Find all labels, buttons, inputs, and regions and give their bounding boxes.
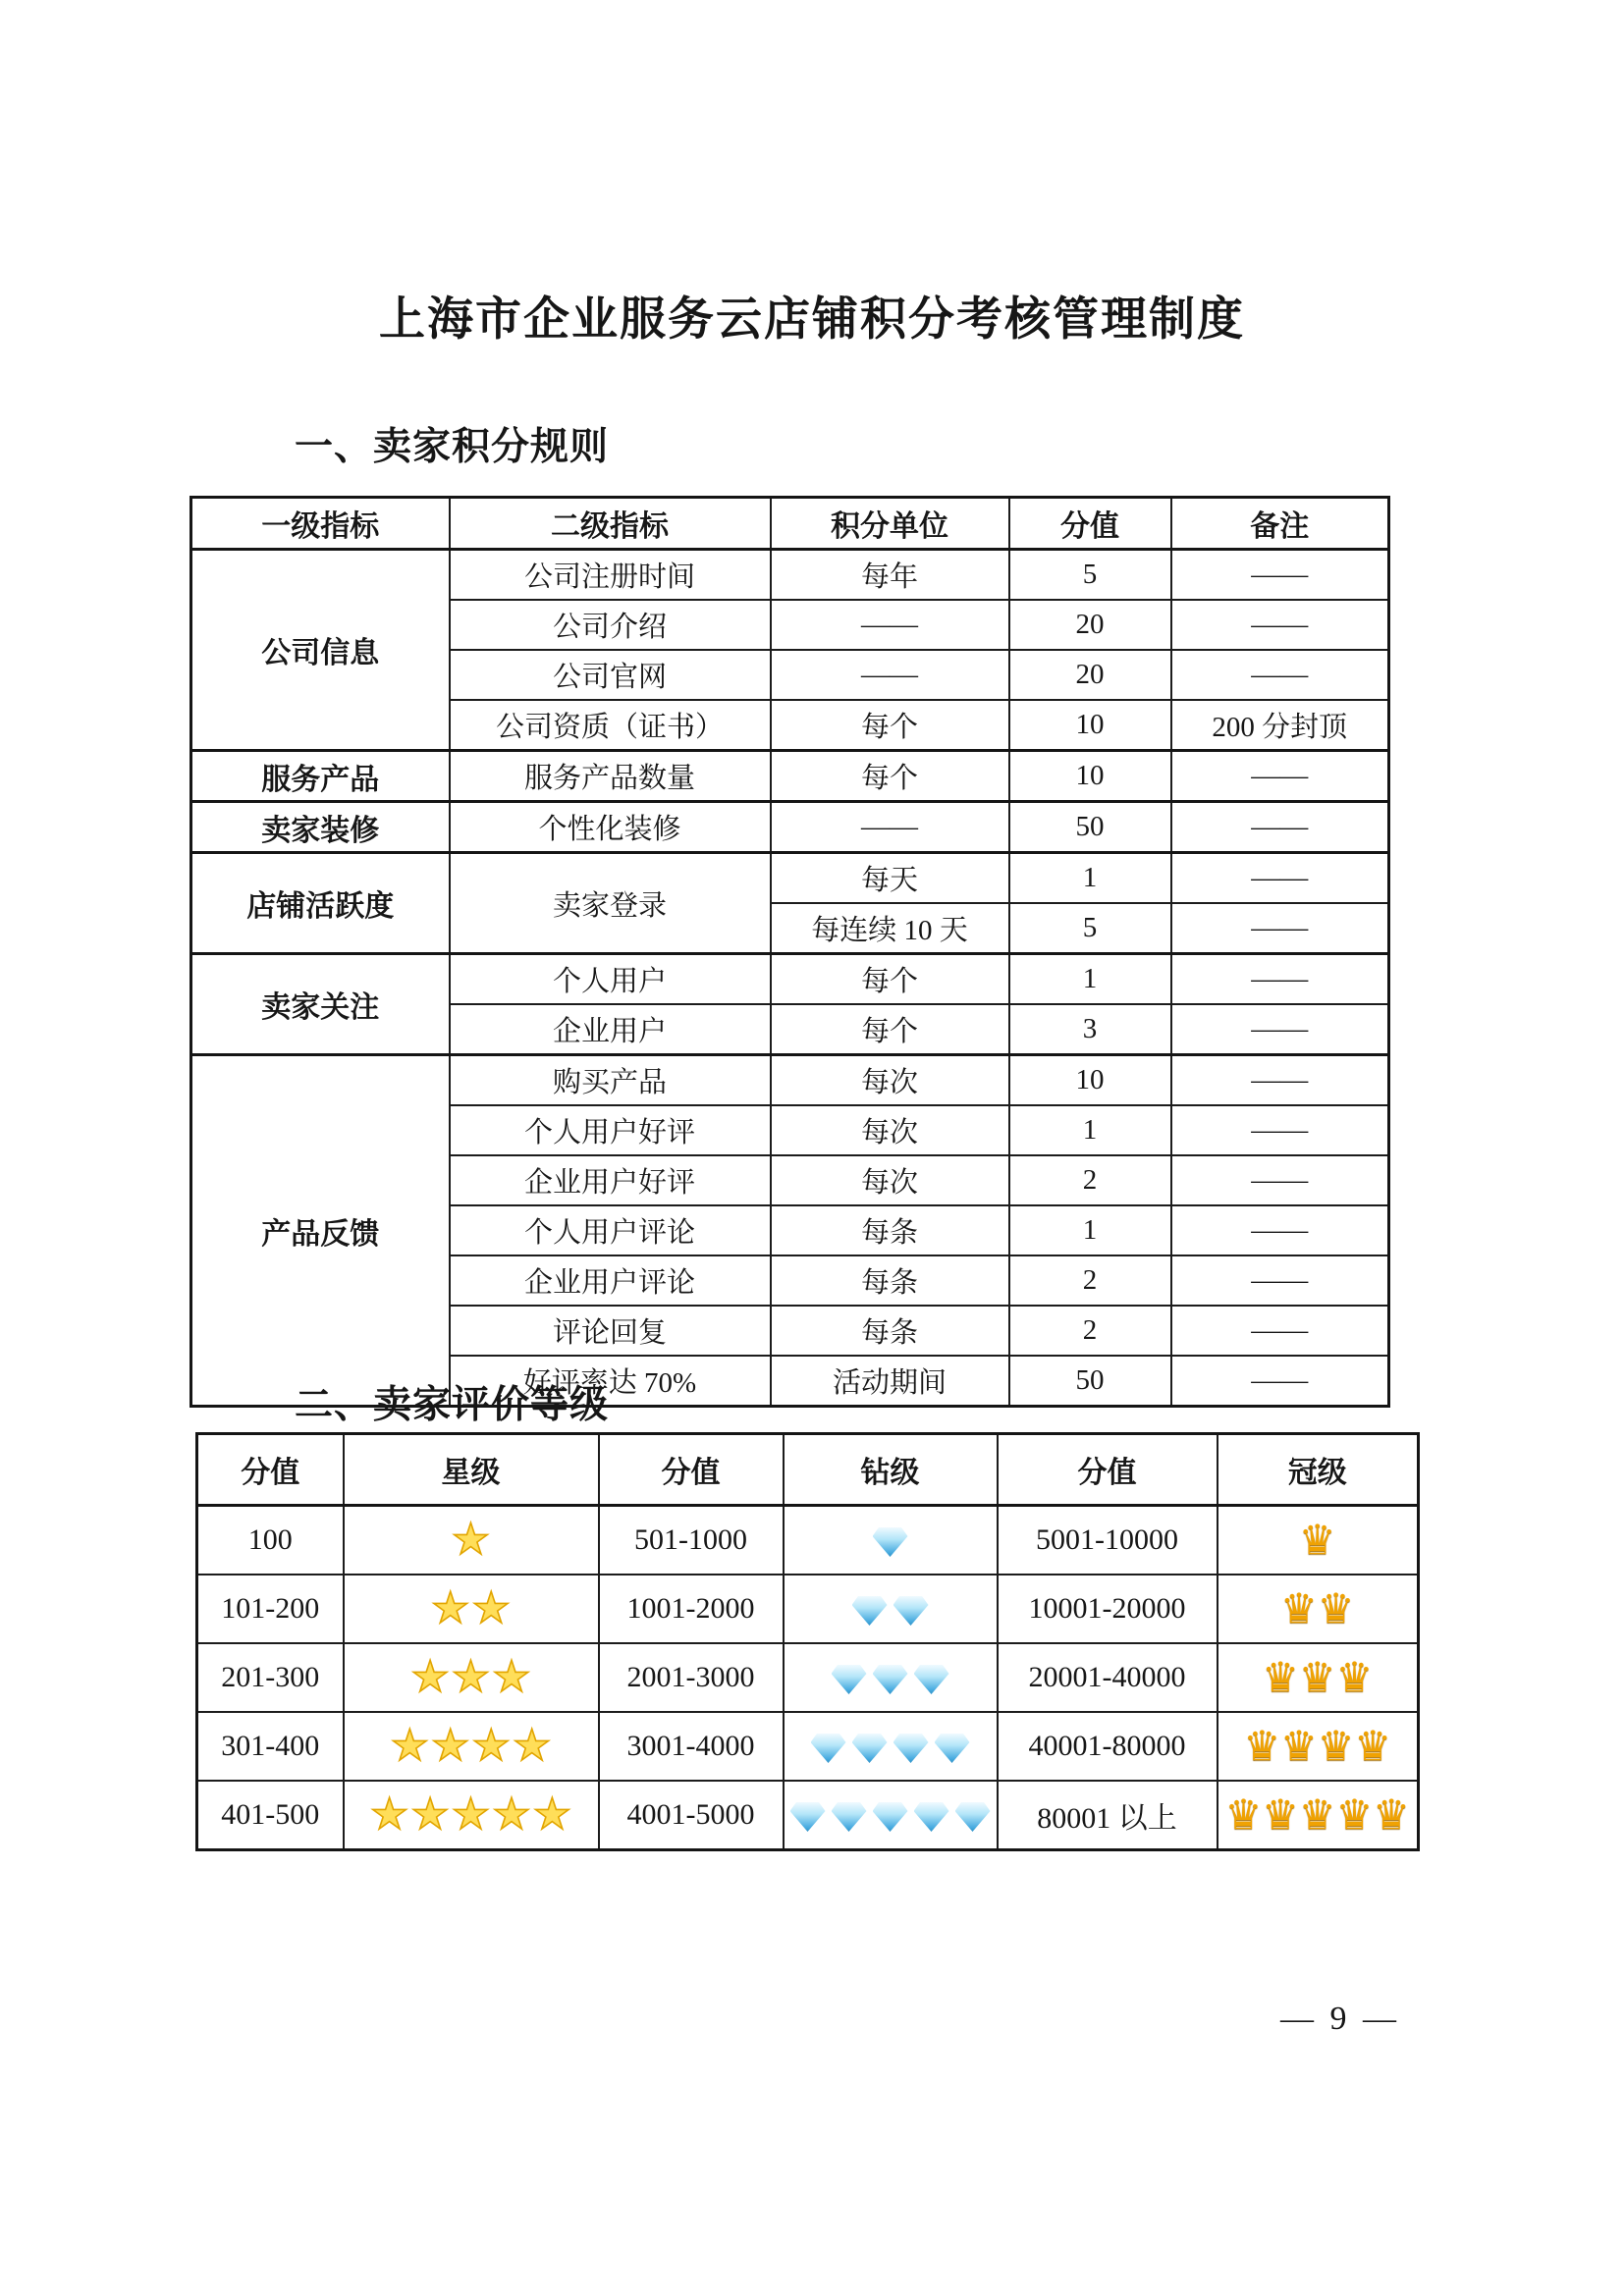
cell: —— <box>1171 903 1389 954</box>
diamond-rating-cell <box>784 1712 998 1781</box>
cell: 每天 <box>771 853 1009 904</box>
diamond-icon <box>873 1665 908 1694</box>
cell: 1 <box>1009 954 1171 1005</box>
group-cell: 卖家装修 <box>191 802 450 853</box>
cell: —— <box>1171 550 1389 601</box>
crown-icon: ♛ <box>1224 1790 1263 1839</box>
table-row <box>197 1575 1419 1643</box>
seller-rating-table <box>195 1432 1420 1851</box>
cell: 10 <box>1009 1055 1171 1106</box>
crown-icon: ♛ <box>1262 1790 1299 1839</box>
crown-icon: ♛ <box>1262 1653 1299 1701</box>
diamond-icon <box>852 1734 888 1763</box>
crown-rating-cell <box>1218 1506 1419 1575</box>
table-header-row <box>191 498 1389 550</box>
star-icon: ★ <box>410 1652 450 1702</box>
cell: 每次 <box>771 1055 1009 1106</box>
merged-cell: 卖家登录 <box>450 853 771 954</box>
cell: 企业用户评论 <box>450 1255 771 1306</box>
cell: 20 <box>1009 600 1171 650</box>
star-icon: ★ <box>369 1789 409 1840</box>
star-score-cell: 401-500 <box>197 1781 344 1850</box>
crown-icon: ♛ <box>1298 1790 1336 1839</box>
cell: 2 <box>1009 1255 1171 1306</box>
diamond-score-cell: 1001-2000 <box>599 1575 784 1643</box>
crown-rating-cell <box>1218 1643 1419 1712</box>
cell: —— <box>1171 1205 1389 1255</box>
crown-score-cell: 20001-40000 <box>998 1643 1218 1712</box>
cell: 服务产品数量 <box>450 751 771 802</box>
group-cell: 公司信息 <box>191 550 450 751</box>
cell: —— <box>1171 954 1389 1005</box>
diamond-rating-cell <box>784 1643 998 1712</box>
document-title: 上海市企业服务云店铺积分考核管理制度 <box>379 294 1245 346</box>
cell: —— <box>1171 1055 1389 1106</box>
star-icon: ★ <box>451 1789 491 1840</box>
diamond-rating-cell <box>784 1781 998 1850</box>
cell: —— <box>1171 1356 1389 1407</box>
crown-rating-cell <box>1218 1781 1419 1850</box>
column-header: 二级指标 <box>450 498 771 550</box>
star-score-cell: 101-200 <box>197 1575 344 1643</box>
diamond-score-cell: 501-1000 <box>599 1506 784 1575</box>
star-icon: ★ <box>431 1583 470 1633</box>
cell: 评论回复 <box>450 1306 771 1356</box>
star-rating-cell <box>344 1781 599 1850</box>
cell: 个性化装修 <box>450 802 771 853</box>
cell: —— <box>771 650 1009 700</box>
cell: 企业用户好评 <box>450 1155 771 1205</box>
crown-icon: ♛ <box>1280 1584 1318 1632</box>
column-header: 分值 <box>599 1434 784 1506</box>
diamond-icon <box>832 1802 867 1832</box>
cell: 个人用户评论 <box>450 1205 771 1255</box>
diamond-icon <box>852 1596 888 1626</box>
cell: 每个 <box>771 1004 1009 1055</box>
crown-icon: ♛ <box>1298 1653 1336 1701</box>
column-header: 钻级 <box>784 1434 998 1506</box>
star-score-cell: 201-300 <box>197 1643 344 1712</box>
table-row <box>197 1643 1419 1712</box>
cell: 每个 <box>771 954 1009 1005</box>
star-rating-cell <box>344 1575 599 1643</box>
cell: 50 <box>1009 1356 1171 1407</box>
star-rating-cell <box>344 1643 599 1712</box>
crown-score-cell: 80001 以上 <box>998 1781 1218 1850</box>
section-heading-seller-points-rules: 一、卖家积分规则 <box>295 426 610 468</box>
column-header: 分值 <box>197 1434 344 1506</box>
cell: 3 <box>1009 1004 1171 1055</box>
cell: 50 <box>1009 802 1171 853</box>
cell: —— <box>1171 600 1389 650</box>
cell: 公司介绍 <box>450 600 771 650</box>
cell: 5 <box>1009 903 1171 954</box>
cell: 2 <box>1009 1155 1171 1205</box>
cell: 公司资质（证书） <box>450 700 771 751</box>
star-icon: ★ <box>451 1515 491 1565</box>
star-icon: ★ <box>410 1789 450 1840</box>
diamond-icon <box>955 1802 991 1832</box>
cell: —— <box>1171 853 1389 904</box>
table-row <box>191 853 1389 904</box>
column-header: 分值 <box>998 1434 1218 1506</box>
cell: —— <box>1171 1155 1389 1205</box>
cell: 企业用户 <box>450 1004 771 1055</box>
group-cell: 服务产品 <box>191 751 450 802</box>
cell: 每年 <box>771 550 1009 601</box>
cell: 个人用户好评 <box>450 1105 771 1155</box>
crown-icon: ♛ <box>1335 1653 1374 1701</box>
diamond-score-cell: 2001-3000 <box>599 1643 784 1712</box>
crown-icon: ♛ <box>1298 1516 1336 1564</box>
star-icon: ★ <box>451 1652 491 1702</box>
diamond-score-cell: 4001-5000 <box>599 1781 784 1850</box>
cell: 每条 <box>771 1306 1009 1356</box>
cell: 每个 <box>771 700 1009 751</box>
cell: —— <box>1171 1105 1389 1155</box>
cell: 10 <box>1009 751 1171 802</box>
table-header-row <box>197 1434 1419 1506</box>
cell: —— <box>1171 802 1389 853</box>
diamond-icon <box>873 1802 908 1832</box>
star-icon: ★ <box>492 1652 531 1702</box>
diamond-icon <box>893 1734 929 1763</box>
star-icon: ★ <box>431 1721 470 1771</box>
diamond-icon <box>914 1665 949 1694</box>
seller-points-table <box>189 496 1390 1408</box>
cell: 购买产品 <box>450 1055 771 1106</box>
diamond-icon <box>811 1734 846 1763</box>
crown-icon: ♛ <box>1317 1722 1355 1770</box>
cell: 公司官网 <box>450 650 771 700</box>
crown-rating-cell <box>1218 1575 1419 1643</box>
column-header: 备注 <box>1171 498 1389 550</box>
star-icon: ★ <box>512 1721 552 1771</box>
star-score-cell: 301-400 <box>197 1712 344 1781</box>
cell: 活动期间 <box>771 1356 1009 1407</box>
cell: 1 <box>1009 1105 1171 1155</box>
cell: 公司注册时间 <box>450 550 771 601</box>
star-icon: ★ <box>471 1583 511 1633</box>
crown-rating-cell <box>1218 1712 1419 1781</box>
crown-score-cell: 5001-10000 <box>998 1506 1218 1575</box>
table-row <box>197 1506 1419 1575</box>
column-header: 一级指标 <box>191 498 450 550</box>
cell: 个人用户 <box>450 954 771 1005</box>
group-cell: 店铺活跃度 <box>191 853 450 954</box>
star-icon: ★ <box>471 1721 511 1771</box>
diamond-rating-cell <box>784 1506 998 1575</box>
cell: 1 <box>1009 853 1171 904</box>
table-row <box>197 1781 1419 1850</box>
star-rating-cell <box>344 1506 599 1575</box>
diamond-rating-cell <box>784 1575 998 1643</box>
cell: 2 <box>1009 1306 1171 1356</box>
crown-icon: ♛ <box>1243 1722 1281 1770</box>
diamond-icon <box>935 1734 970 1763</box>
cell: 好评率达 70% <box>450 1356 771 1407</box>
cell: 每条 <box>771 1205 1009 1255</box>
crown-score-cell: 40001-80000 <box>998 1712 1218 1781</box>
page-number: — 9 — <box>1280 2001 1400 2037</box>
column-header: 冠级 <box>1218 1434 1419 1506</box>
group-cell: 产品反馈 <box>191 1055 450 1407</box>
diamond-icon <box>914 1802 949 1832</box>
cell: 每次 <box>771 1155 1009 1205</box>
cell: 每连续 10 天 <box>771 903 1009 954</box>
column-header: 星级 <box>344 1434 599 1506</box>
group-cell: 卖家关注 <box>191 954 450 1055</box>
diamond-icon <box>873 1527 908 1557</box>
cell: —— <box>1171 1306 1389 1356</box>
cell: —— <box>1171 751 1389 802</box>
star-icon: ★ <box>390 1721 430 1771</box>
cell: —— <box>1171 1255 1389 1306</box>
table-row <box>191 802 1389 853</box>
table-row <box>191 954 1389 1005</box>
crown-icon: ♛ <box>1335 1790 1374 1839</box>
cell: —— <box>1171 1004 1389 1055</box>
cell: 20 <box>1009 650 1171 700</box>
cell: —— <box>771 600 1009 650</box>
cell: 5 <box>1009 550 1171 601</box>
cell: 每个 <box>771 751 1009 802</box>
crown-icon: ♛ <box>1373 1790 1410 1839</box>
section-heading-seller-rating-levels: 二、卖家评价等级 <box>295 1384 610 1426</box>
diamond-icon <box>790 1802 826 1832</box>
cell: 10 <box>1009 700 1171 751</box>
cell: 每条 <box>771 1255 1009 1306</box>
diamond-score-cell: 3001-4000 <box>599 1712 784 1781</box>
table-row <box>191 751 1389 802</box>
table-row <box>197 1712 1419 1781</box>
star-rating-cell <box>344 1712 599 1781</box>
cell: 每次 <box>771 1105 1009 1155</box>
star-icon: ★ <box>532 1789 572 1840</box>
diamond-icon <box>893 1596 929 1626</box>
column-header: 分值 <box>1009 498 1171 550</box>
star-score-cell: 100 <box>197 1506 344 1575</box>
cell: 200 分封顶 <box>1171 700 1389 751</box>
crown-icon: ♛ <box>1354 1722 1392 1770</box>
diamond-icon <box>832 1665 867 1694</box>
cell: —— <box>1171 650 1389 700</box>
crown-icon: ♛ <box>1280 1722 1318 1770</box>
cell: 1 <box>1009 1205 1171 1255</box>
table-row <box>191 550 1389 601</box>
star-icon: ★ <box>492 1789 531 1840</box>
table-row <box>191 1055 1389 1106</box>
cell: —— <box>771 802 1009 853</box>
crown-icon: ♛ <box>1317 1584 1355 1632</box>
crown-score-cell: 10001-20000 <box>998 1575 1218 1643</box>
column-header: 积分单位 <box>771 498 1009 550</box>
